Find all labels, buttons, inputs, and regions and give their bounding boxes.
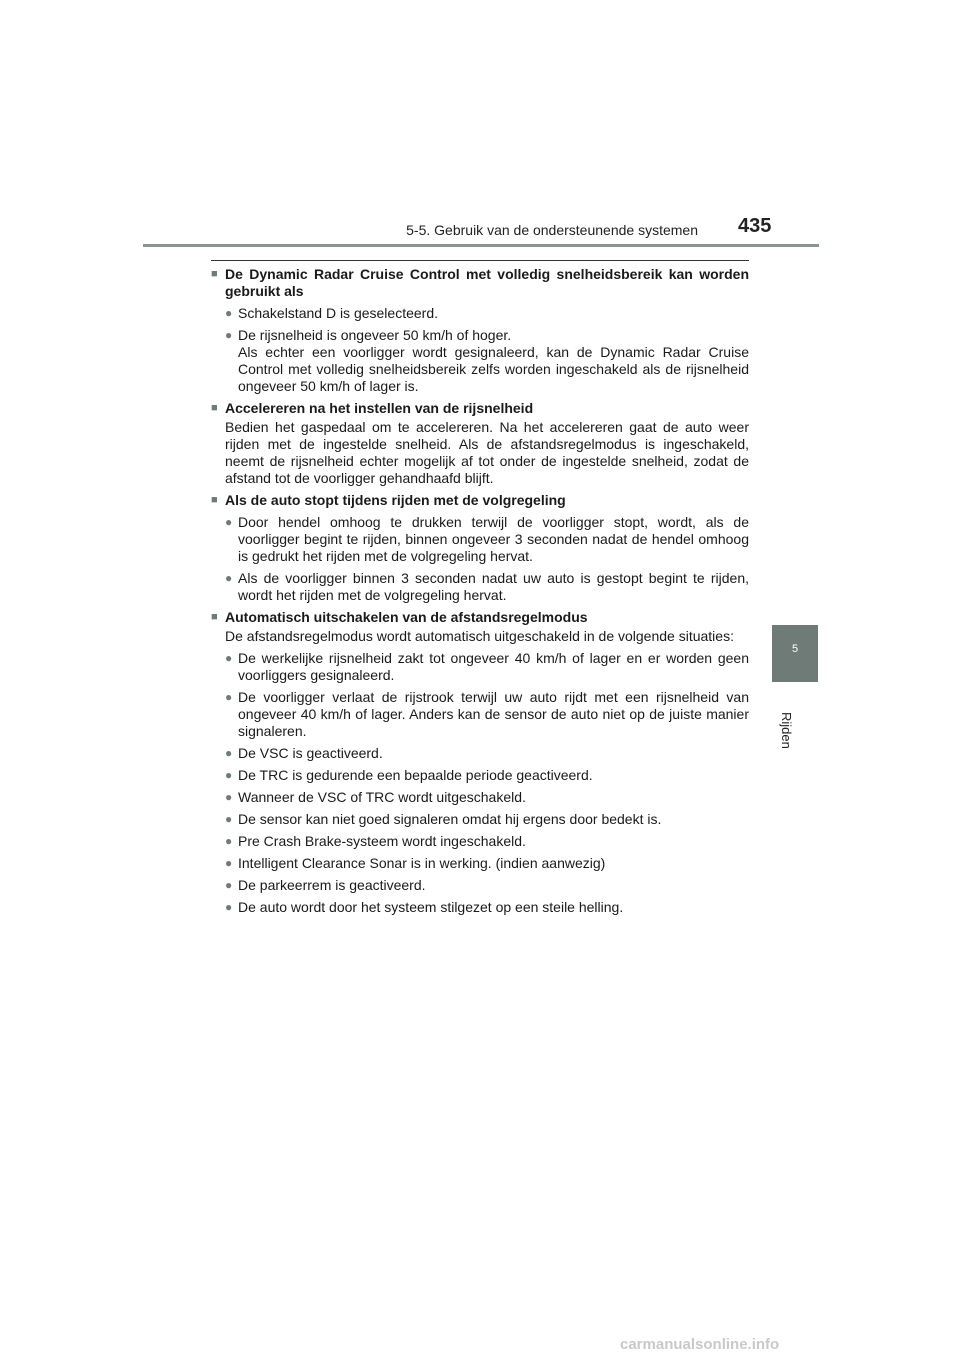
section-heading-text: Automatisch uitschakelen van de afstandsregelmodus [225,609,588,625]
section-heading-text: Als de auto stopt tijdens rijden met de volgregeling [225,492,566,508]
list-item [225,767,749,784]
list-item [225,514,749,565]
list-item [225,811,749,828]
list-item [225,305,749,322]
square-bullet-icon: ■ [211,611,218,623]
list-item [225,689,749,740]
list-item-text: Intelligent Clearance Sonar is in werking. (indien aanwezig) [238,855,606,871]
list-item [225,877,749,894]
circle-bullet-icon: ● [225,571,233,585]
page-content [211,260,749,916]
section-heading [211,609,749,626]
list-item-text: De parkeerrem is geactiveerd. [238,877,426,893]
circle-bullet-icon: ● [225,790,233,804]
circle-bullet-icon: ● [225,900,233,914]
list-item [225,570,749,604]
list-item-text: Door hendel omhoog te drukken terwijl de voorligger stopt, wordt, als de voorligger begint te rijden, binnen ongeveer 3 seconden nadat de hendel omhoog is gedrukt het rijden met de volgregeling hervat. [238,514,749,564]
list-item [225,899,749,916]
content-divider [211,260,749,261]
list-item [225,327,749,395]
list-item-text: Als de voorligger binnen 3 seconden nadat uw auto is gestopt begint te rijden, wordt het rijden met de volgregeling hervat. [238,570,749,603]
list-item [225,789,749,806]
list-item-text: De VSC is geactiveerd. [238,745,383,761]
list-item-text: De sensor kan niet goed signaleren omdat hij ergens door bedekt is. [238,811,662,827]
circle-bullet-icon: ● [225,746,233,760]
section-heading-text: De Dynamic Radar Cruise Control met volledig snelheidsbereik kan worden gebruikt als [225,266,749,299]
section-heading-text: Accelereren na het instellen van de rijsnelheid [225,400,534,416]
circle-bullet-icon: ● [225,328,233,342]
circle-bullet-icon: ● [225,306,233,320]
circle-bullet-icon: ● [225,856,233,870]
list-item-text: De werkelijke rijsnelheid zakt tot ongeveer 40 km/h of lager en er worden geen voorliggers gesignaleerd. [238,650,749,683]
chapter-label: Rijden [779,712,794,749]
watermark: carmanualsonline.info [620,1336,780,1353]
square-bullet-icon: ■ [211,268,218,280]
list-item-text: Als echter een voorligger wordt gesignaleerd, kan de Dynamic Radar Cruise Control met volledig snelheidsbereik zelfs worden ingeschakeld als de rijsnelheid ongeveer 50 km/h of lager is. [238,344,749,394]
section-heading [211,266,749,300]
list-item-text: De voorligger verlaat de rijstrook terwijl uw auto rijdt met een rijsnelheid van ongeveer 40 km/h of lager. Anders kan de sensor de auto niet op de juiste manier signaleren. [238,689,749,739]
circle-bullet-icon: ● [225,878,233,892]
chapter-tab: 5 [772,625,818,682]
circle-bullet-icon: ● [225,690,233,704]
list-item-text: Wanneer de VSC of TRC wordt uitgeschakeld. [238,789,526,805]
list-item [225,855,749,872]
square-bullet-icon: ■ [211,494,218,506]
square-bullet-icon: ■ [211,402,218,414]
list-item [225,650,749,684]
circle-bullet-icon: ● [225,834,233,848]
list-item-text: De rijsnelheid is ongeveer 50 km/h of hoger. [238,327,512,343]
list-item-text: De TRC is gedurende een bepaalde periode geactiveerd. [238,767,593,783]
paragraph: Bedien het gaspedaal om te accelereren. Na het accelereren gaat de auto weer rijden met de ingestelde snelheid. Als de afstandsregelmodus is ingeschakeld, neemt de rijsnelheid echter mogelijk af tot onder de ingestelde snelheid, zodat de afstand tot de voorligger gehandhaafd blijft. [225,419,749,486]
section-heading [211,400,749,417]
list-item-text: De auto wordt door het systeem stilgezet op een steile helling. [238,899,624,915]
circle-bullet-icon: ● [225,768,233,782]
paragraph: De afstandsregelmodus wordt automatisch uitgeschakeld in de volgende situaties: [225,628,734,644]
section-heading [211,492,749,509]
list-item-text: Pre Crash Brake-systeem wordt ingeschakeld. [238,833,526,849]
circle-bullet-icon: ● [225,812,233,826]
list-item [225,833,749,850]
list-item-text: Schakelstand D is geselecteerd. [238,305,438,321]
section-title: 5-5. Gebruik van de ondersteunende systemen [406,222,698,238]
page-number: 435 [738,215,772,237]
list-item [225,745,749,762]
header-divider [143,244,819,247]
circle-bullet-icon: ● [225,515,233,529]
circle-bullet-icon: ● [225,651,233,665]
